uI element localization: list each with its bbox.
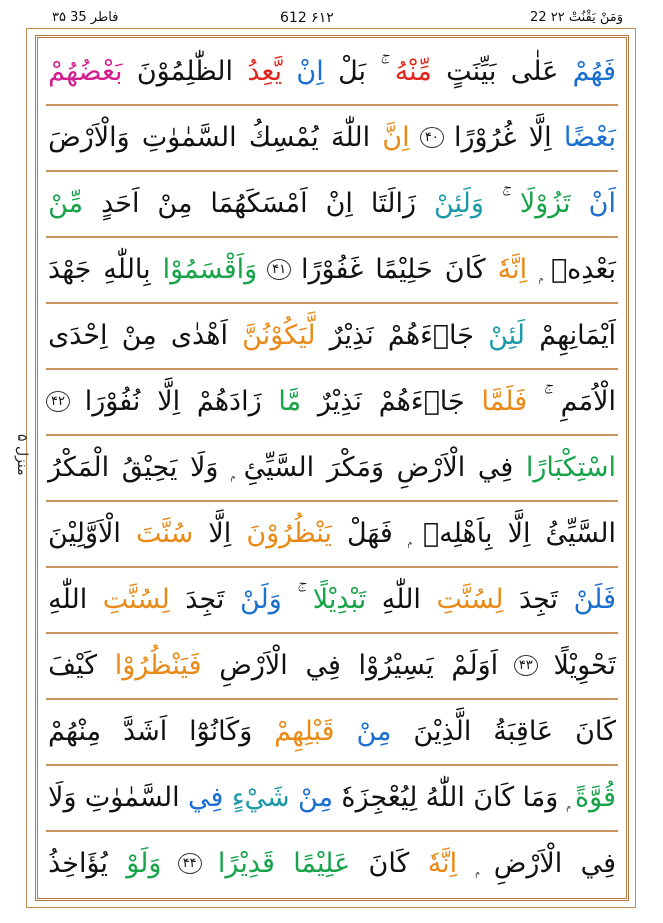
word xyxy=(229,451,233,483)
word: اسْتِكْبَارًا xyxy=(525,451,616,483)
ayah-number-marker: ۴۳ xyxy=(514,655,538,676)
word: شَيْءٍ xyxy=(231,781,290,813)
ayah-number-marker: ۴۲ xyxy=(46,391,70,412)
verse-line xyxy=(46,302,618,370)
word: مِنْ xyxy=(157,187,193,219)
word: فِي xyxy=(580,847,616,879)
word: اِلَّا xyxy=(208,517,232,549)
word xyxy=(537,253,541,285)
word: لَّيَكُوْنُنَّ xyxy=(242,319,316,351)
word: اَحَدٍ xyxy=(101,187,140,219)
ayah-number-marker: ۴۱ xyxy=(267,259,291,280)
word: زَالَتَا xyxy=(370,187,417,219)
word: لِسُنَّتِ xyxy=(436,583,504,615)
word: جَاۗءَهُمْ xyxy=(387,319,474,351)
word: لِسُنَّتِ xyxy=(102,583,170,615)
word: بَعْضًا xyxy=(563,121,616,153)
text-lines xyxy=(38,38,626,898)
word: وَلَا xyxy=(190,451,219,483)
word: قَبْلِهِمْ xyxy=(274,715,335,747)
word: مِّنْهُ xyxy=(394,55,432,87)
word: يُمْسِكُ xyxy=(248,121,319,153)
word: اَمْسَكَهُمَا xyxy=(210,187,308,219)
word: تَبْدِيْلًا xyxy=(312,583,367,615)
word: يَنْظُرُوْنَ xyxy=(246,517,332,549)
word: كَانَ xyxy=(368,847,410,879)
word: وَالْاَرْضَ xyxy=(48,121,130,153)
word: حَلِيْمًا xyxy=(375,253,433,285)
word: زَادَهُمْ xyxy=(196,385,262,417)
word xyxy=(406,517,410,549)
word: فِي xyxy=(477,451,514,483)
word: فَيَنْظُرُوْا xyxy=(114,649,202,681)
word: تَجِدَ xyxy=(518,583,559,615)
word: الْاُمَمِ xyxy=(560,385,616,417)
word: غُرُوْرًا xyxy=(453,121,517,153)
word: اِحْدَى xyxy=(48,319,108,351)
verse-line xyxy=(46,38,618,106)
word: تَزُوْلَا xyxy=(519,187,571,219)
side-manzil-label: منزل ۵ xyxy=(14,434,30,476)
word: بَعْضُهُمْ xyxy=(48,55,123,87)
ayah-number-marker: ۴۴ xyxy=(178,853,202,874)
word: اَنْ xyxy=(588,187,616,219)
word: جَاۗءَهُمْ xyxy=(378,385,465,417)
word: وَاَقْسَمُوْا xyxy=(162,253,258,285)
word: السَّمٰوٰتِ xyxy=(141,121,237,153)
verse-line xyxy=(46,830,618,896)
word: لَئِنْ xyxy=(488,319,526,351)
word: اللّٰهُ xyxy=(425,781,465,813)
word: السَّيِّئِ xyxy=(243,451,315,483)
word: نُفُوْرَا xyxy=(84,385,141,417)
word: بِاللّٰهِ xyxy=(103,253,151,285)
word: مِنْهُمْ xyxy=(48,715,102,747)
word: تَجِدَ xyxy=(185,583,225,615)
word: اِنَّ xyxy=(382,121,410,153)
word: لِيُعْجِزَهٗ xyxy=(341,781,418,813)
word: الْمَكْرُ xyxy=(48,451,110,483)
word: اَهْدٰى xyxy=(170,319,228,351)
word: فَلَنْ xyxy=(573,583,616,615)
word: عَلٰى xyxy=(510,55,559,87)
word: اَيْمَانِهِمْ xyxy=(539,319,616,351)
word: وَمَكْرَ xyxy=(326,451,385,483)
header-page-number: 612 ۶۱۲ xyxy=(280,10,334,26)
word: وَلَوْ xyxy=(126,847,162,879)
word: غَفُوْرًا xyxy=(301,253,364,285)
header-juz-name: 22 وَمَنْ يَقْنُتْ ۲۲ xyxy=(530,10,623,25)
word: اِلَّا xyxy=(157,385,181,417)
header-surah-name: ۳۵ فاطر 35 xyxy=(52,10,119,25)
word: بَلْ xyxy=(338,55,367,87)
word: اِلَّا xyxy=(528,121,552,153)
word: اَشَدَّ xyxy=(122,715,168,747)
text-frame xyxy=(35,35,629,901)
word: عَلِيْمًا xyxy=(293,847,351,879)
word: تَحْوِيْلًا xyxy=(553,649,616,681)
word xyxy=(473,847,477,879)
word: فَلَمَّا xyxy=(481,385,528,417)
word xyxy=(500,187,504,219)
word xyxy=(378,55,382,87)
word: فَهُمْ xyxy=(572,55,616,87)
word: وَمَا xyxy=(522,781,559,813)
word: وَلَا xyxy=(48,781,77,813)
page-header xyxy=(0,0,663,30)
word: يُؤَاخِذُ xyxy=(48,847,108,879)
word: كَيْفَ xyxy=(48,649,98,681)
word: يَسِيْرُوْا xyxy=(358,649,434,681)
word: اِلَّا xyxy=(507,517,531,549)
word: نَذِيْرٌ xyxy=(329,319,374,351)
word: قُوَّةً xyxy=(574,781,616,813)
word: جَهْدَ xyxy=(48,253,92,285)
verse-line xyxy=(46,368,618,436)
word: مِنْ xyxy=(121,319,157,351)
verse-line xyxy=(46,170,618,238)
word: اللّٰهَ xyxy=(330,121,371,153)
word: كَانَ xyxy=(575,715,616,747)
word: يَحِيْقُ xyxy=(121,451,178,483)
word: كَانَ xyxy=(473,781,515,813)
word: اِنَّهٗ xyxy=(427,847,458,879)
word: وَكَانُوْٓا xyxy=(189,715,253,747)
word: الْاَرْضِ xyxy=(396,451,466,483)
word: وَلَنْ xyxy=(239,583,282,615)
word: فِي xyxy=(305,649,341,681)
word: الْاَرْضِ xyxy=(493,847,563,879)
word: السَّيِّئُ xyxy=(545,517,616,549)
word: قَدِيْرًا xyxy=(217,847,275,879)
word: اِنْ xyxy=(296,55,324,87)
word xyxy=(565,781,569,813)
word: الْاَرْضِ xyxy=(219,649,288,681)
verse-line xyxy=(46,500,618,568)
word: اِنَّهٗ xyxy=(497,253,528,285)
word: مَّا xyxy=(278,385,302,417)
word: وَلَئِنْ xyxy=(433,187,484,219)
word: عَاقِبَةُ xyxy=(493,715,554,747)
verse-line xyxy=(46,764,618,832)
word: نَذِيْرٌ xyxy=(317,385,362,417)
verse-line xyxy=(46,236,618,304)
word: السَّمٰوٰتِ xyxy=(84,781,180,813)
verse-line xyxy=(46,632,618,700)
word: الظّٰلِمُوْنَ xyxy=(136,55,234,87)
ayah-number-marker: ۴۰ xyxy=(420,127,444,148)
word: مِّنْ xyxy=(48,187,84,219)
verse-line xyxy=(46,566,618,634)
verse-line xyxy=(46,104,618,172)
word: فِي xyxy=(188,781,224,813)
word: سُنَّتَ xyxy=(135,517,194,549)
word: بِاَهْلِهٖ xyxy=(422,517,493,549)
word: اللّٰهِ xyxy=(48,583,88,615)
word: بَعْدِهٖ xyxy=(550,253,616,285)
word: مِنْ xyxy=(356,715,392,747)
word xyxy=(542,385,546,417)
word: الَّذِيْنَ xyxy=(413,715,472,747)
word: مِنْ xyxy=(298,781,334,813)
word: اَوَلَمْ xyxy=(451,649,499,681)
verse-line xyxy=(46,434,618,502)
word xyxy=(295,583,299,615)
word: كَانَ xyxy=(444,253,486,285)
verse-line xyxy=(46,698,618,766)
word: اِنْ xyxy=(325,187,353,219)
word: يَّعِدُ xyxy=(247,55,283,87)
word: اللّٰهِ xyxy=(381,583,421,615)
word: فَهَلْ xyxy=(346,517,393,549)
word: بَيِّنَتٍ xyxy=(446,55,497,87)
word: الْاَوَّلِيْنَ xyxy=(48,517,121,549)
